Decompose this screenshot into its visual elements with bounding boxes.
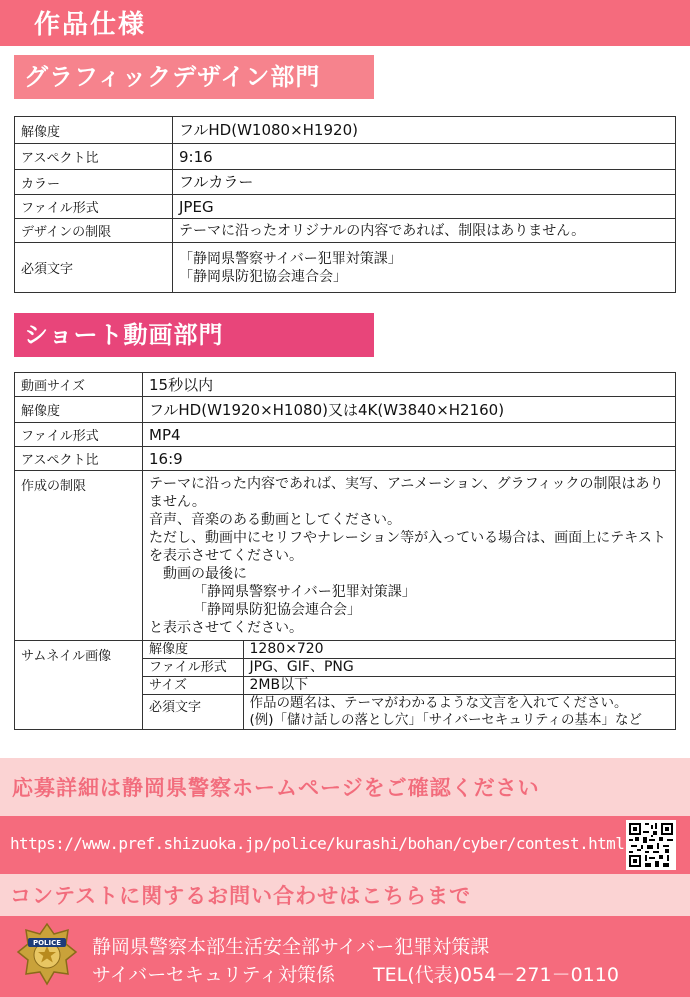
required-text-line: (例)「儲け話しの落とし穴」「サイバーセキュリティの基本」など bbox=[249, 712, 642, 728]
spec-value bbox=[243, 695, 675, 730]
spec-value: フルカラー bbox=[173, 170, 676, 195]
spec-value: 16:9 bbox=[143, 447, 676, 471]
required-text-line: 作品の題名は、テーマがわかるような文言を入れてください。 bbox=[249, 695, 628, 711]
url-band bbox=[0, 816, 690, 874]
graphic-spec-table bbox=[14, 116, 676, 293]
graphic-section-heading: グラフィックデザイン部門 bbox=[14, 55, 374, 99]
spec-value: フルHD(W1920×H1080)又は4K(W3840×H2160) bbox=[143, 397, 676, 423]
spec-key: ファイル形式 bbox=[15, 423, 143, 447]
limits-line: テーマに沿った内容であれば、実写、アニメーション、グラフィックの制限はありません。 bbox=[149, 476, 664, 510]
spec-key: 解像度 bbox=[143, 641, 243, 659]
thumbnail-spec bbox=[143, 641, 676, 730]
video-section-heading: ショート動画部門 bbox=[14, 313, 374, 357]
details-notice: 応募詳細は静岡県警察ホームページをご確認ください bbox=[12, 776, 540, 800]
org-name: 静岡県警察本部生活安全部サイバー犯罪対策課 bbox=[92, 936, 490, 958]
contest-url-link[interactable]: https://www.pref.shizuoka.jp/police/kurashi/bohan/cyber/contest.html bbox=[10, 834, 625, 853]
required-text-line: 「静岡県警察サイバー犯罪対策課」 bbox=[179, 250, 402, 267]
table-row bbox=[15, 195, 676, 219]
table-row bbox=[15, 641, 676, 730]
table-row bbox=[15, 243, 676, 293]
table-row bbox=[15, 423, 676, 447]
table-row bbox=[15, 117, 676, 144]
top-band bbox=[0, 0, 690, 46]
table-row bbox=[143, 641, 675, 659]
spec-value: 2MB以下 bbox=[243, 677, 675, 695]
spec-key: 必須文字 bbox=[143, 695, 243, 730]
production-limits bbox=[143, 471, 676, 641]
contact-band bbox=[0, 916, 690, 997]
contact-phone: サイバーセキュリティ対策係 TEL(代表)054－271－0110 bbox=[92, 964, 619, 986]
table-row bbox=[15, 397, 676, 423]
limits-line: 「静岡県防犯協会連合会」 bbox=[193, 602, 361, 618]
spec-key: サムネイル画像 bbox=[15, 641, 143, 730]
contact-notice-band bbox=[0, 874, 690, 916]
required-text-line: 「静岡県防犯協会連合会」 bbox=[179, 268, 347, 285]
details-notice-band bbox=[0, 758, 690, 816]
contact-notice: コンテストに関するお問い合わせはこちらまで bbox=[10, 884, 472, 908]
spec-value: 9:16 bbox=[173, 144, 676, 170]
spec-key: デザインの制限 bbox=[15, 219, 173, 243]
spec-key: ファイル形式 bbox=[15, 195, 173, 219]
limits-line: 音声、音楽のある動画としてください。 bbox=[149, 512, 401, 528]
spec-value: 15秒以内 bbox=[143, 373, 676, 397]
limits-line: 「静岡県警察サイバー犯罪対策課」 bbox=[193, 584, 416, 600]
page-title: 作品仕様 bbox=[34, 10, 147, 40]
spec-key: サイズ bbox=[143, 677, 243, 695]
badge-text: POLICE bbox=[32, 939, 62, 947]
limits-line: と表示させてください。 bbox=[149, 620, 303, 636]
table-row bbox=[15, 447, 676, 471]
video-spec-table bbox=[14, 372, 676, 730]
table-row bbox=[15, 373, 676, 397]
table-row bbox=[15, 219, 676, 243]
table-row bbox=[15, 471, 676, 641]
table-row bbox=[143, 659, 675, 677]
spec-value: テーマに沿ったオリジナルの内容であれば、制限はありません。 bbox=[173, 219, 676, 243]
table-row bbox=[15, 170, 676, 195]
spec-value: MP4 bbox=[143, 423, 676, 447]
spec-key: アスペクト比 bbox=[15, 447, 143, 471]
table-row bbox=[15, 144, 676, 170]
spec-value: JPG、GIF、PNG bbox=[243, 659, 675, 677]
spec-key: カラー bbox=[15, 170, 173, 195]
table-row bbox=[143, 695, 675, 730]
spec-value: JPEG bbox=[173, 195, 676, 219]
spec-key: 解像度 bbox=[15, 397, 143, 423]
qr-code-icon[interactable] bbox=[626, 820, 676, 870]
spec-value bbox=[173, 243, 676, 293]
spec-key: 解像度 bbox=[15, 117, 173, 144]
spec-value: 1280×720 bbox=[243, 641, 675, 659]
spec-key: 必須文字 bbox=[15, 243, 173, 293]
spec-key: 作成の制限 bbox=[15, 471, 143, 641]
thumbnail-table bbox=[143, 641, 675, 729]
police-badge-icon bbox=[16, 922, 78, 992]
spec-key: 動画サイズ bbox=[15, 373, 143, 397]
limits-line: ただし、動画中にセリフやナレーション等が入っている場合は、画面上にテキストを表示させてください。 bbox=[149, 530, 666, 564]
spec-key: ファイル形式 bbox=[143, 659, 243, 677]
limits-line: 動画の最後に bbox=[163, 566, 247, 582]
spec-key: アスペクト比 bbox=[15, 144, 173, 170]
table-row bbox=[143, 677, 675, 695]
spec-value: フルHD(W1080×H1920) bbox=[173, 117, 676, 144]
